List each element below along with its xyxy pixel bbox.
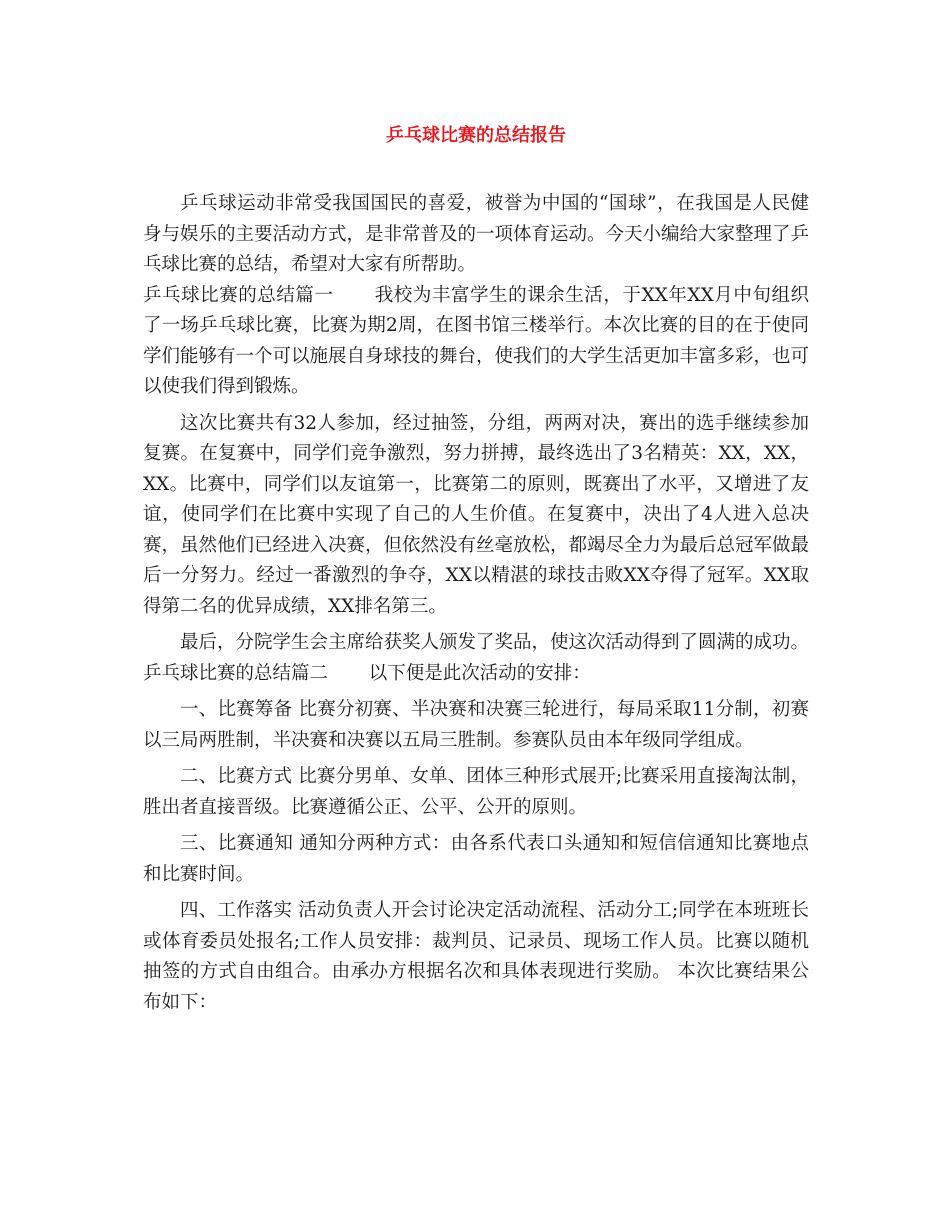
section1-heading: 乒乓球比赛的总结篇一 xyxy=(143,284,334,306)
section1-first-paragraph xyxy=(143,281,809,403)
section2-intro: 以下便是此次活动的安排： xyxy=(368,662,591,684)
section1-paragraph-2: 这次比赛共有32人参加，经过抽签，分组，两两对决，赛出的选手继续参加复赛。在复赛中，同学们竞争激烈，努力拼搏，最终选出了3名精英：XX，XX，XX。比赛中，同学们以友谊第一，比赛第二的原则，既赛出了水平，又增进了友谊，使同学们在比赛中实现了自己的人生价值。在复赛中，决出了4人进入总决赛，虽然他们已经进入决赛，但依然没有丝毫放松，都竭尽全力为最后总冠军做最后一分努力。经过一番激烈的争夺，XX以精湛的球技击败XX夺得了冠军。XX取得第二名的优异成绩，XX排名第三。 xyxy=(143,412,810,617)
list-item-2: 二、比赛方式 比赛分男单、女单、团体三种形式展开;比赛采用直接淘汰制，胜出者直接晋级。比赛遵循公正、公平、公开的原则。 xyxy=(143,766,809,818)
section1-paragraph-1: 我校为丰富学生的课余生活，于XX年XX月中旬组织了一场乒乓球比赛，比赛为期2周，在图书馆三楼举行。本次比赛的目的在于使同学们能够有一个可以施展自身球技的舞台，使我们的大学生活更加丰富多彩，也可以使我们得到锻炼。 xyxy=(143,284,810,397)
intro-paragraph: 乒乓球运动非常受我国国民的喜爱，被誉为中国的“国球”，在我国是人民健身与娱乐的主要活动方式，是非常普及的一项体育运动。今天小编给大家整理了乒乓球比赛的总结，希望对大家有所帮助。 xyxy=(143,193,810,275)
document-body xyxy=(143,189,809,1018)
list-item-4: 四、工作落实 活动负责人开会讨论决定活动流程、活动分工;同学在本班班长或体育委员处报名;工作人员安排：裁判员、记录员、现场工作人员。比赛以随机抽签的方式自由组合。由承办方根据名次和具体表现进行奖励。 本次比赛结果公布如下： xyxy=(143,900,809,1013)
section2-heading: 乒乓球比赛的总结篇二 xyxy=(143,662,329,684)
list-item-1: 一、比赛筹备 比赛分初赛、半决赛和决赛三轮进行，每局采取11分制，初赛以三局两胜制，半决赛和决赛以五局三胜制。参赛队员由本年级同学组成。 xyxy=(143,699,809,751)
section2-first-paragraph xyxy=(143,659,809,690)
list-item-3: 三、比赛通知 通知分两种方式：由各系代表口头通知和短信信通知比赛地点和比赛时间。 xyxy=(143,833,809,885)
section1-paragraph-3: 最后，分院学生会主席给获奖人颁发了奖品，使这次活动得到了圆满的成功。 xyxy=(180,632,810,653)
document-title: 乒乓球比赛的总结报告 xyxy=(386,125,566,146)
